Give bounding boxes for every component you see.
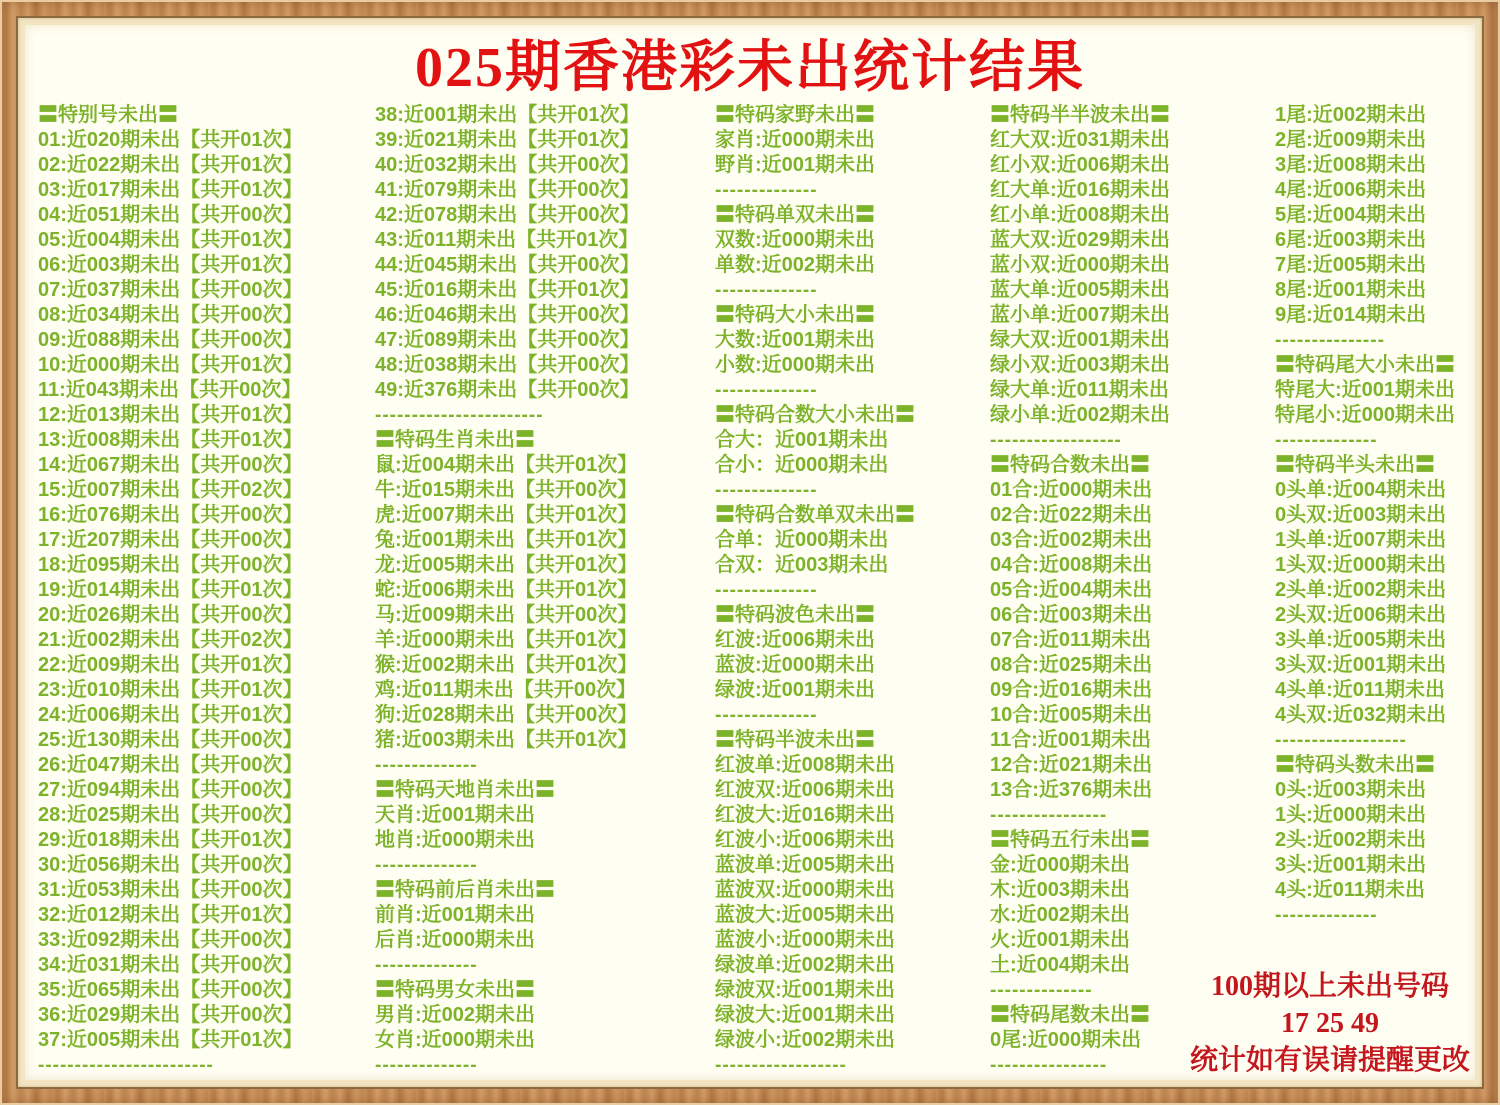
stat-line: 绿大双:近001期未出 xyxy=(990,329,1171,351)
section-header: 〓特码五行未出〓 xyxy=(990,829,1150,851)
stat-line: 女肖:近000期未出 xyxy=(375,1029,536,1051)
stat-line: 36:近029期未出【共开00次】 xyxy=(38,1004,303,1026)
divider-dashes: -------------- xyxy=(375,855,478,876)
stat-line: 2头双:近006期未出 xyxy=(1275,604,1447,626)
stat-line: 地肖:近000期未出 xyxy=(375,829,536,851)
stat-line: 大数:近001期未出 xyxy=(715,329,876,351)
stat-line: 09合:近016期未出 xyxy=(990,679,1153,701)
stats-column xyxy=(1275,103,1455,928)
stat-line: 狗:近028期未出【共开00次】 xyxy=(375,704,638,726)
divider-dashes: -------------- xyxy=(715,580,818,601)
stat-line: 03合:近002期未出 xyxy=(990,529,1153,551)
stat-line: 兔:近001期未出【共开01次】 xyxy=(375,529,638,551)
stat-line: 蛇:近006期未出【共开01次】 xyxy=(375,579,638,601)
stat-line: 鼠:近004期未出【共开01次】 xyxy=(375,454,638,476)
stat-line: 蓝小单:近007期未出 xyxy=(990,304,1171,326)
stat-line: 13合:近376期未出 xyxy=(990,779,1153,801)
stat-line: 06合:近003期未出 xyxy=(990,604,1153,626)
section-header: 〓特码前后肖未出〓 xyxy=(375,879,555,901)
stat-line: 0头单:近004期未出 xyxy=(1275,479,1447,501)
footer-line-2: 17 25 49 xyxy=(1281,1008,1379,1039)
stat-line: 4尾:近006期未出 xyxy=(1275,179,1427,201)
stat-line: 11合:近001期未出 xyxy=(990,729,1152,751)
stat-line: 33:近092期未出【共开00次】 xyxy=(38,929,303,951)
divider-dashes: ------------------ xyxy=(715,1055,847,1076)
stat-line: 男肖:近002期未出 xyxy=(375,1004,536,1026)
divider-dashes: -------------- xyxy=(1275,430,1378,451)
stat-line: 双数:近000期未出 xyxy=(715,229,876,251)
stat-line: 06:近003期未出【共开01次】 xyxy=(38,254,303,276)
divider-dashes: -------------- xyxy=(990,980,1093,1001)
divider-dashes: ---------------- xyxy=(990,1055,1108,1076)
stat-line: 22:近009期未出【共开01次】 xyxy=(38,654,303,676)
stat-line: 4头:近011期未出 xyxy=(1275,879,1426,901)
divider-dashes: -------------- xyxy=(715,380,818,401)
section-header: 〓特码半半波未出〓 xyxy=(990,104,1170,126)
stat-line: 土:近004期未出 xyxy=(990,954,1131,976)
stat-line: 火:近001期未出 xyxy=(990,929,1131,951)
stat-line: 绿波:近001期未出 xyxy=(715,679,876,701)
stat-line: 0头:近003期未出 xyxy=(1275,779,1427,801)
section-header: 〓特码单双未出〓 xyxy=(715,204,875,226)
divider-dashes: --------------- xyxy=(1275,330,1385,351)
frame-mat xyxy=(16,16,1484,1089)
stat-line: 蓝大单:近005期未出 xyxy=(990,279,1171,301)
stat-line: 木:近003期未出 xyxy=(990,879,1131,901)
stat-line: 08合:近025期未出 xyxy=(990,654,1153,676)
stat-line: 2尾:近009期未出 xyxy=(1275,129,1427,151)
stat-line: 02:近022期未出【共开01次】 xyxy=(38,154,303,176)
stat-line: 红波:近006期未出 xyxy=(715,629,876,651)
stat-line: 25:近130期未出【共开00次】 xyxy=(38,729,303,751)
stat-line: 03:近017期未出【共开01次】 xyxy=(38,179,303,201)
stat-line: 野肖:近001期未出 xyxy=(715,154,876,176)
stat-line: 20:近026期未出【共开00次】 xyxy=(38,604,303,626)
stat-line: 17:近207期未出【共开00次】 xyxy=(38,529,303,551)
stat-line: 合单：近000期未出 xyxy=(715,529,889,551)
stat-line: 1头单:近007期未出 xyxy=(1275,529,1447,551)
stats-board xyxy=(25,25,1475,1080)
stat-line: 单数:近002期未出 xyxy=(715,254,876,276)
stat-line: 18:近095期未出【共开00次】 xyxy=(38,554,303,576)
stat-line: 猪:近003期未出【共开01次】 xyxy=(375,729,638,751)
stat-line: 43:近011期未出【共开01次】 xyxy=(375,229,639,251)
stat-line: 合大：近001期未出 xyxy=(715,429,889,451)
stat-line: 红波大:近016期未出 xyxy=(715,804,896,826)
stat-line: 28:近025期未出【共开00次】 xyxy=(38,804,303,826)
stat-line: 31:近053期未出【共开00次】 xyxy=(38,879,303,901)
stat-line: 35:近065期未出【共开00次】 xyxy=(38,979,303,1001)
stats-column xyxy=(38,103,303,1078)
stat-line: 08:近034期未出【共开00次】 xyxy=(38,304,303,326)
stat-line: 2头:近002期未出 xyxy=(1275,829,1427,851)
divider-dashes: -------------- xyxy=(375,955,478,976)
stat-line: 42:近078期未出【共开00次】 xyxy=(375,204,640,226)
stat-line: 48:近038期未出【共开00次】 xyxy=(375,354,640,376)
footer-line-3: 统计如有误请提醒更改 xyxy=(1189,1045,1470,1076)
divider-dashes: ----------------------- xyxy=(375,405,544,426)
stat-line: 32:近012期未出【共开01次】 xyxy=(38,904,303,926)
stat-line: 1头双:近000期未出 xyxy=(1275,554,1447,576)
stat-line: 6尾:近003期未出 xyxy=(1275,229,1427,251)
stat-line: 蓝波单:近005期未出 xyxy=(715,854,896,876)
stat-line: 39:近021期未出【共开01次】 xyxy=(375,129,640,151)
stat-line: 羊:近000期未出【共开01次】 xyxy=(375,629,638,651)
stat-line: 13:近008期未出【共开01次】 xyxy=(38,429,303,451)
stat-line: 特尾小:近000期未出 xyxy=(1275,404,1456,426)
stat-line: 4头单:近011期未出 xyxy=(1275,679,1446,701)
stat-line: 家肖:近000期未出 xyxy=(715,129,876,151)
stat-line: 9尾:近014期未出 xyxy=(1275,304,1427,326)
stat-line: 38:近001期未出【共开01次】 xyxy=(375,104,640,126)
stat-line: 8尾:近001期未出 xyxy=(1275,279,1427,301)
divider-dashes: -------------- xyxy=(715,705,818,726)
stat-line: 11:近043期未出【共开00次】 xyxy=(38,379,302,401)
section-header: 〓特码天地肖未出〓 xyxy=(375,779,555,801)
footer-line-1: 100期以上未出号码 xyxy=(1210,971,1449,1002)
stat-line: 红波单:近008期未出 xyxy=(715,754,896,776)
section-header: 〓特码合数未出〓 xyxy=(990,454,1150,476)
stat-line: 1头:近000期未出 xyxy=(1275,804,1427,826)
stat-line: 马:近009期未出【共开00次】 xyxy=(375,604,638,626)
stat-line: 红小双:近006期未出 xyxy=(990,154,1171,176)
stat-line: 24:近006期未出【共开01次】 xyxy=(38,704,303,726)
stats-column xyxy=(715,103,915,1078)
stat-line: 前肖:近001期未出 xyxy=(375,904,536,926)
stat-line: 红波双:近006期未出 xyxy=(715,779,896,801)
stat-line: 蓝波小:近000期未出 xyxy=(715,929,896,951)
stat-line: 34:近031期未出【共开00次】 xyxy=(38,954,303,976)
stat-line: 猴:近002期未出【共开01次】 xyxy=(375,654,638,676)
divider-dashes: ---------------- xyxy=(990,805,1108,826)
section-header: 〓特别号未出〓 xyxy=(38,104,178,126)
stat-line: 3头双:近001期未出 xyxy=(1275,654,1447,676)
section-header: 〓特码尾大小未出〓 xyxy=(1275,354,1455,376)
stat-line: 49:近376期未出【共开00次】 xyxy=(375,379,640,401)
stat-line: 0头双:近003期未出 xyxy=(1275,504,1447,526)
stat-line: 绿波小:近002期未出 xyxy=(715,1029,896,1051)
stat-line: 41:近079期未出【共开00次】 xyxy=(375,179,640,201)
page-title: 025期香港彩未出统计结果 xyxy=(415,37,1085,99)
stat-line: 10:近000期未出【共开01次】 xyxy=(38,354,303,376)
stat-line: 46:近046期未出【共开00次】 xyxy=(375,304,640,326)
stat-line: 虎:近007期未出【共开01次】 xyxy=(375,504,638,526)
stat-line: 04合:近008期未出 xyxy=(990,554,1153,576)
divider-dashes: ------------------ xyxy=(990,430,1122,451)
footer-note xyxy=(1165,968,1475,1079)
stat-line: 蓝小双:近000期未出 xyxy=(990,254,1171,276)
stat-line: 44:近045期未出【共开00次】 xyxy=(375,254,640,276)
section-header: 〓特码半波未出〓 xyxy=(715,729,875,751)
stat-line: 0尾:近000期未出 xyxy=(990,1029,1142,1051)
stat-line: 合双：近003期未出 xyxy=(715,554,889,576)
stat-line: 01合:近000期未出 xyxy=(990,479,1153,501)
section-header: 〓特码合数大小未出〓 xyxy=(715,404,915,426)
section-header: 〓特码合数单双未出〓 xyxy=(715,504,915,526)
stat-line: 蓝波大:近005期未出 xyxy=(715,904,896,926)
divider-dashes: -------------- xyxy=(715,480,818,501)
stat-line: 2头单:近002期未出 xyxy=(1275,579,1447,601)
stat-line: 07:近037期未出【共开00次】 xyxy=(38,279,303,301)
stat-line: 牛:近015期未出【共开00次】 xyxy=(375,479,638,501)
stat-line: 红小单:近008期未出 xyxy=(990,204,1171,226)
stat-line: 12合:近021期未出 xyxy=(990,754,1153,776)
stat-line: 小数:近000期未出 xyxy=(715,354,876,376)
stat-line: 40:近032期未出【共开00次】 xyxy=(375,154,640,176)
section-header: 〓特码波色未出〓 xyxy=(715,604,875,626)
stat-line: 14:近067期未出【共开00次】 xyxy=(38,454,303,476)
section-header: 〓特码头数未出〓 xyxy=(1275,754,1435,776)
stat-line: 红大单:近016期未出 xyxy=(990,179,1171,201)
stat-line: 05:近004期未出【共开01次】 xyxy=(38,229,303,251)
section-header: 〓特码生肖未出〓 xyxy=(375,429,535,451)
stat-line: 后肖:近000期未出 xyxy=(375,929,536,951)
stat-line: 绿波单:近002期未出 xyxy=(715,954,896,976)
stat-line: 合小：近000期未出 xyxy=(715,454,889,476)
stat-line: 3头:近001期未出 xyxy=(1275,854,1427,876)
stat-line: 1尾:近002期未出 xyxy=(1275,104,1427,126)
divider-dashes: -------------- xyxy=(375,1055,478,1076)
stat-line: 水:近002期未出 xyxy=(990,904,1131,926)
stat-line: 21:近002期未出【共开02次】 xyxy=(38,629,303,651)
stat-line: 天肖:近001期未出 xyxy=(375,804,536,826)
stat-line: 23:近010期未出【共开01次】 xyxy=(38,679,303,701)
divider-dashes: ------------------ xyxy=(1275,730,1407,751)
stat-line: 龙:近005期未出【共开01次】 xyxy=(375,554,638,576)
divider-dashes: -------------- xyxy=(715,280,818,301)
stat-line: 蓝波双:近000期未出 xyxy=(715,879,896,901)
stat-line: 30:近056期未出【共开00次】 xyxy=(38,854,303,876)
stat-line: 鸡:近011期未出【共开00次】 xyxy=(375,679,637,701)
stat-line: 绿大单:近011期未出 xyxy=(990,379,1169,401)
stat-line: 3头单:近005期未出 xyxy=(1275,629,1447,651)
divider-dashes: ------------------------ xyxy=(38,1055,214,1076)
stat-line: 5尾:近004期未出 xyxy=(1275,204,1427,226)
stat-line: 16:近076期未出【共开00次】 xyxy=(38,504,303,526)
stat-line: 29:近018期未出【共开01次】 xyxy=(38,829,303,851)
stat-line: 10合:近005期未出 xyxy=(990,704,1153,726)
stat-line: 02合:近022期未出 xyxy=(990,504,1153,526)
section-header: 〓特码大小未出〓 xyxy=(715,304,875,326)
stat-line: 15:近007期未出【共开02次】 xyxy=(38,479,303,501)
stat-line: 绿小单:近002期未出 xyxy=(990,404,1171,426)
stat-line: 红波小:近006期未出 xyxy=(715,829,896,851)
stat-line: 09:近088期未出【共开00次】 xyxy=(38,329,303,351)
stat-line: 特尾大:近001期未出 xyxy=(1275,379,1456,401)
stat-line: 01:近020期未出【共开01次】 xyxy=(38,129,303,151)
stat-line: 蓝大双:近029期未出 xyxy=(990,229,1171,251)
section-header: 〓特码家野未出〓 xyxy=(715,104,875,126)
divider-dashes: -------------- xyxy=(375,755,478,776)
stat-line: 金:近000期未出 xyxy=(990,854,1131,876)
stat-line: 红大双:近031期未出 xyxy=(990,129,1171,151)
stat-line: 26:近047期未出【共开00次】 xyxy=(38,754,303,776)
section-header: 〓特码半头未出〓 xyxy=(1275,454,1435,476)
stat-line: 绿波大:近001期未出 xyxy=(715,1004,896,1026)
section-header: 〓特码尾数未出〓 xyxy=(990,1004,1150,1026)
stat-line: 04:近051期未出【共开00次】 xyxy=(38,204,303,226)
stat-line: 37:近005期未出【共开01次】 xyxy=(38,1029,303,1051)
divider-dashes: -------------- xyxy=(1275,905,1378,926)
stat-line: 4头双:近032期未出 xyxy=(1275,704,1447,726)
divider-dashes: -------------- xyxy=(715,180,818,201)
stat-line: 27:近094期未出【共开00次】 xyxy=(38,779,303,801)
stat-line: 05合:近004期未出 xyxy=(990,579,1153,601)
stat-line: 3尾:近008期未出 xyxy=(1275,154,1427,176)
stats-columns xyxy=(25,103,1475,1080)
stat-line: 蓝波:近000期未出 xyxy=(715,654,876,676)
section-header: 〓特码男女未出〓 xyxy=(375,979,535,1001)
stat-line: 绿波双:近001期未出 xyxy=(715,979,896,1001)
stat-line: 45:近016期未出【共开01次】 xyxy=(375,279,640,301)
stats-column xyxy=(375,103,640,1078)
stat-line: 7尾:近005期未出 xyxy=(1275,254,1427,276)
stat-line: 绿小双:近003期未出 xyxy=(990,354,1171,376)
stats-column xyxy=(990,103,1170,1078)
stat-line: 12:近013期未出【共开01次】 xyxy=(38,404,303,426)
stat-line: 47:近089期未出【共开00次】 xyxy=(375,329,640,351)
stat-line: 07合:近011期未出 xyxy=(990,629,1152,651)
stat-line: 19:近014期未出【共开01次】 xyxy=(38,579,303,601)
